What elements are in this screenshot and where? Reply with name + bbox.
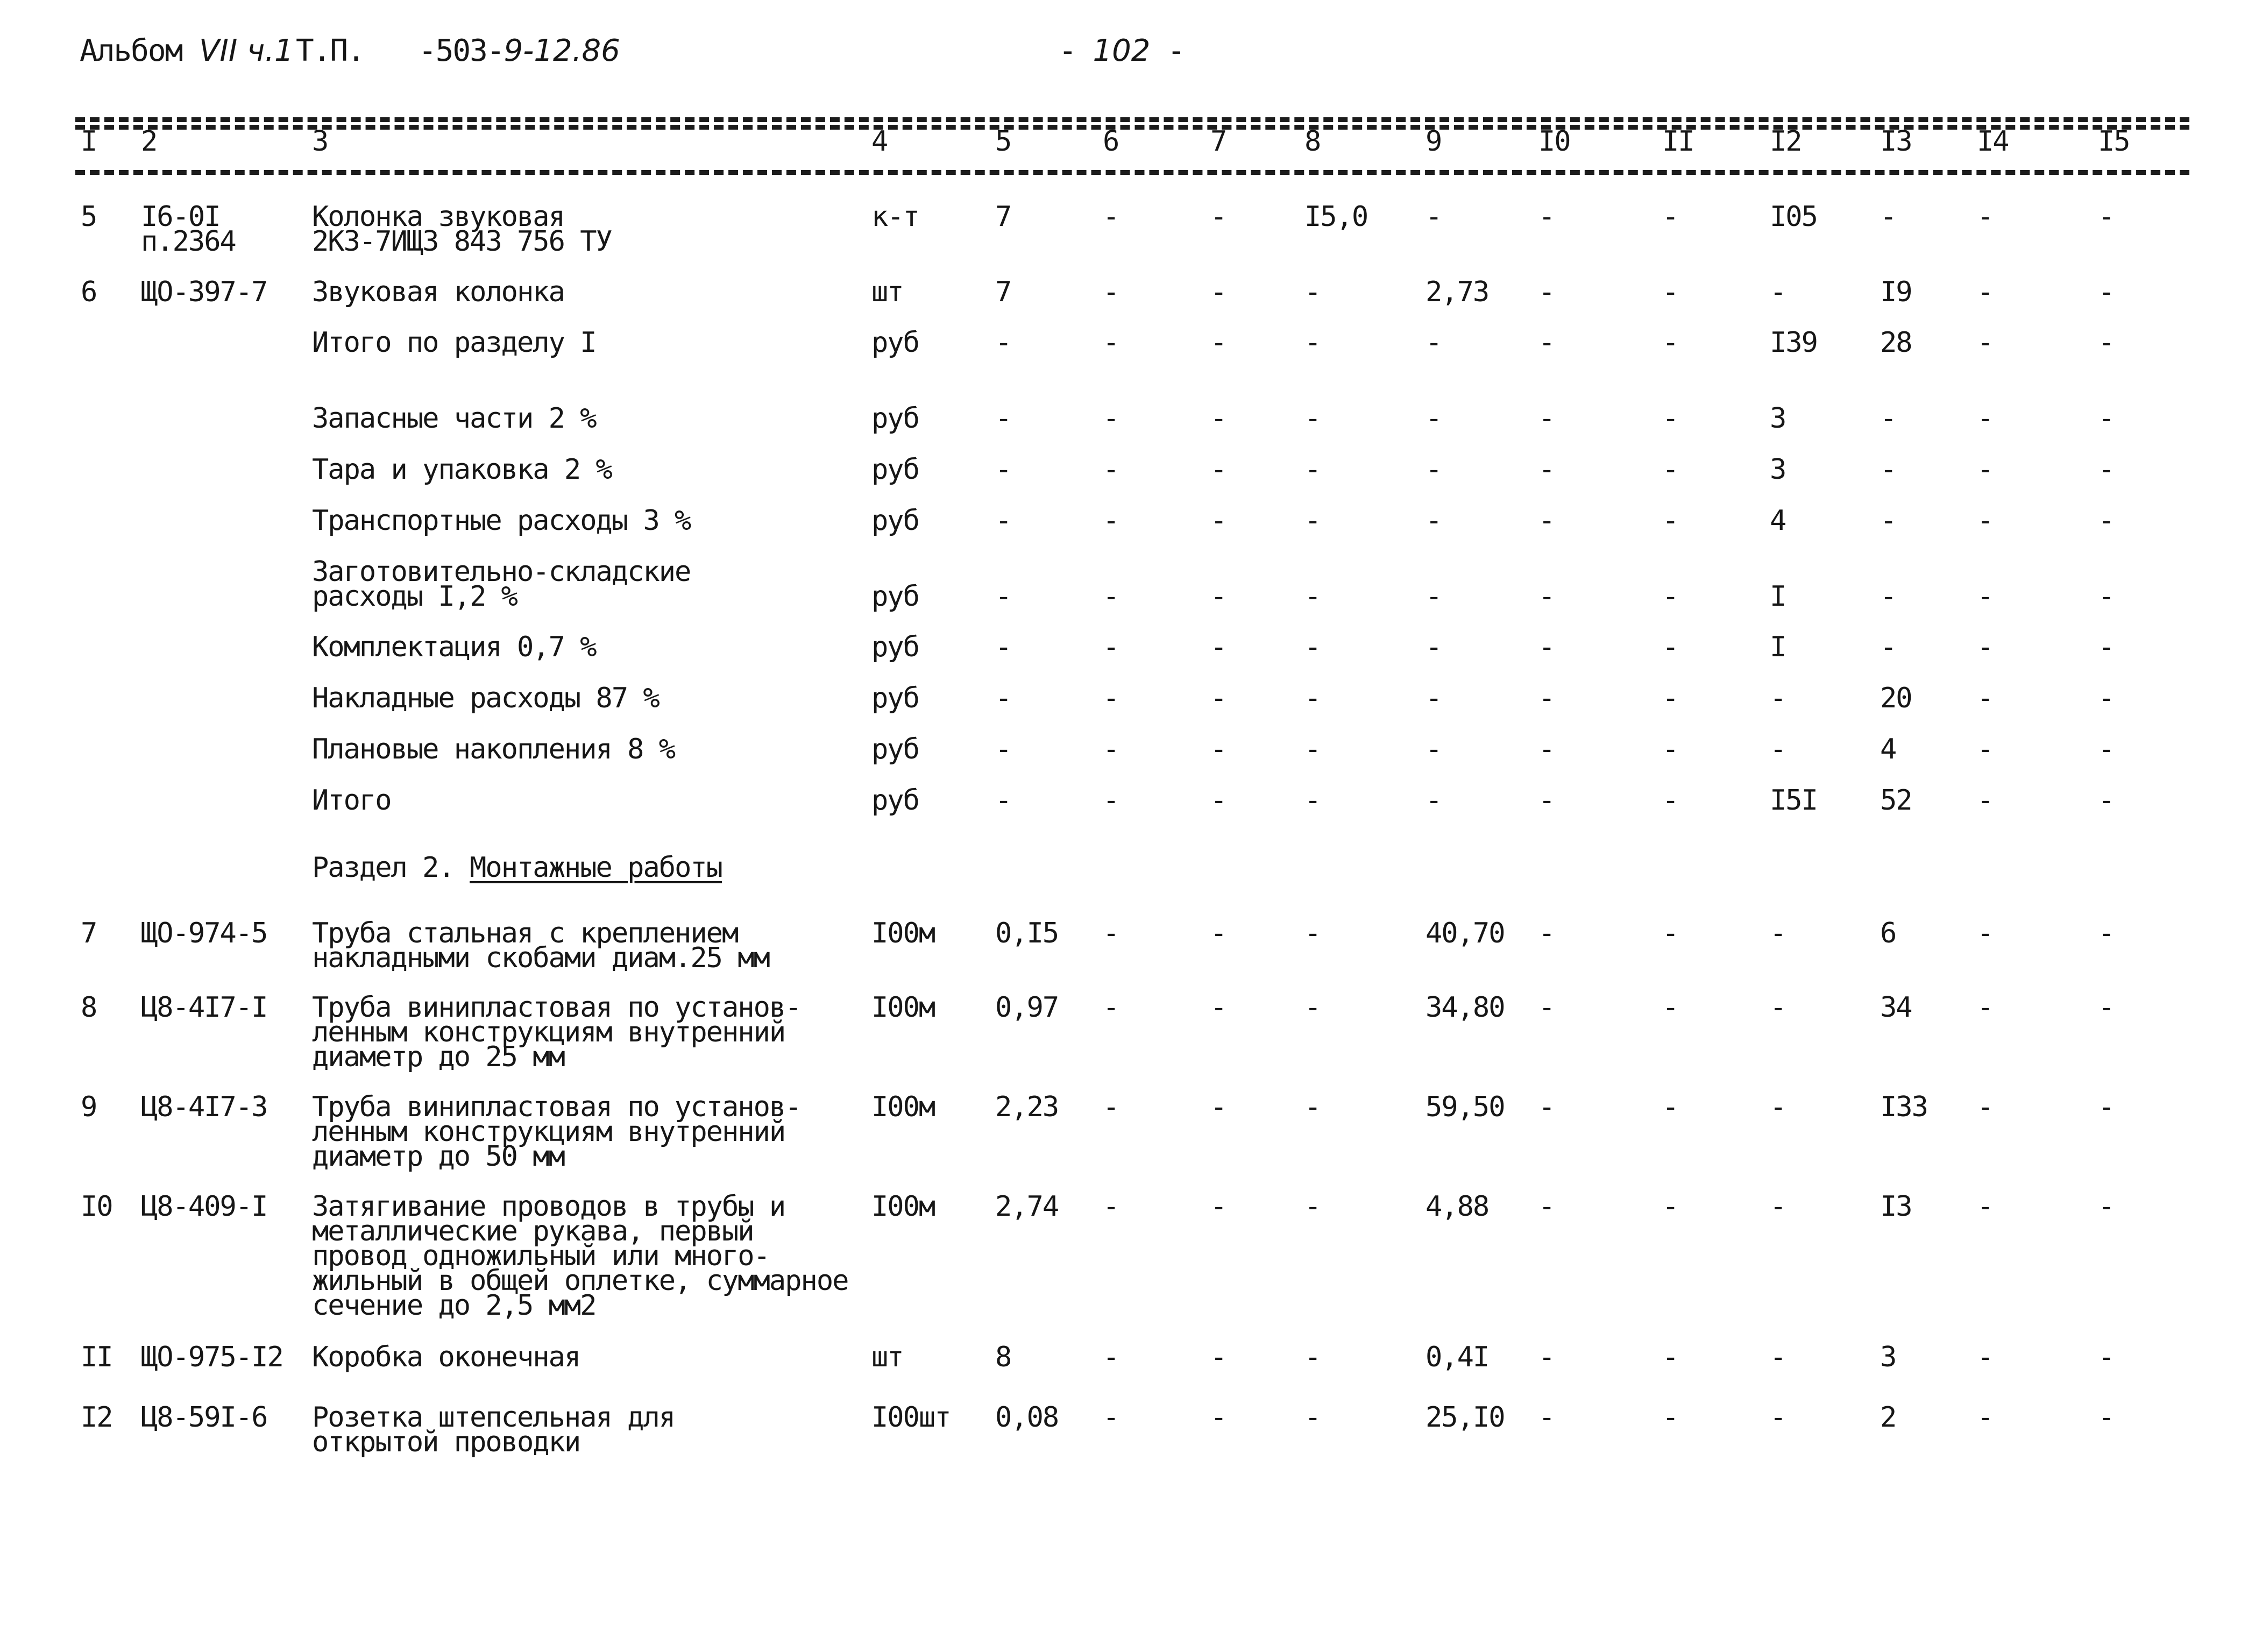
row-10-col-13: 4 bbox=[1880, 733, 1896, 765]
row-10-col-9: - bbox=[1426, 733, 1442, 765]
row-13-col-1: 8 bbox=[81, 991, 97, 1024]
row-4-col-13: - bbox=[1880, 402, 1896, 435]
row-10-col-4: руб bbox=[871, 733, 919, 765]
album-label bbox=[80, 33, 294, 68]
row-12-col-9: 40,70 bbox=[1426, 917, 1505, 949]
row-6-col-14: - bbox=[1977, 505, 1993, 537]
row-14-col-3: Труба винипластовая по установ- ленным конструкциям внутренний диаметр до 50 мм bbox=[312, 1091, 801, 1173]
row-4-col-6: - bbox=[1103, 402, 1119, 435]
row-8-col-5: - bbox=[995, 631, 1011, 663]
row-10-col-15: - bbox=[2098, 733, 2114, 765]
row-14-col-10: - bbox=[1538, 1091, 1555, 1123]
row-14-col-1: 9 bbox=[81, 1091, 97, 1123]
row-5-col-14: - bbox=[1977, 453, 1993, 486]
row-12-col-5: 0,I5 bbox=[995, 917, 1059, 949]
row-10-col-3: Плановые накопления 8 % bbox=[312, 733, 675, 765]
rule-top-2 bbox=[75, 125, 2189, 130]
row-9-col-13: 20 bbox=[1880, 682, 1912, 714]
row-14-col-12: - bbox=[1770, 1091, 1786, 1123]
row-4-col-14: - bbox=[1977, 402, 1993, 435]
row-1-col-10: - bbox=[1538, 201, 1555, 233]
row-4-col-4: руб bbox=[871, 402, 919, 435]
row-8-col-12: I bbox=[1770, 631, 1786, 663]
row-11-col-10: - bbox=[1538, 784, 1555, 817]
row-8-col-11: - bbox=[1662, 631, 1678, 663]
row-2-col-2: ЩО-397-7 bbox=[141, 276, 267, 308]
row-12-col-13: 6 bbox=[1880, 917, 1896, 949]
row-5-col-8: - bbox=[1304, 453, 1321, 486]
row-7-col-10: - bbox=[1538, 580, 1555, 613]
row-3-col-8: - bbox=[1304, 327, 1321, 359]
row-3-col-15: - bbox=[2098, 327, 2114, 359]
row-16-col-5: 8 bbox=[995, 1341, 1011, 1373]
row-9-col-11: - bbox=[1662, 682, 1678, 714]
row-17-col-15: - bbox=[2098, 1401, 2114, 1434]
row-13-col-13: 34 bbox=[1880, 991, 1912, 1024]
row-17-col-4: I00шт bbox=[871, 1401, 951, 1434]
row-1-col-15: - bbox=[2098, 201, 2114, 233]
page-dash-right: - bbox=[1150, 33, 1185, 68]
row-3-col-10: - bbox=[1538, 327, 1555, 359]
row-6-col-3: Транспортные расходы 3 % bbox=[312, 505, 691, 537]
row-4-col-15: - bbox=[2098, 402, 2114, 435]
row-1-col-9: - bbox=[1426, 201, 1442, 233]
row-4-col-5: - bbox=[995, 402, 1011, 435]
row-1-col-1: 5 bbox=[81, 201, 97, 233]
section-2-prefix: Раздел 2. bbox=[312, 852, 454, 884]
row-8-col-15: - bbox=[2098, 631, 2114, 663]
row-2-col-15: - bbox=[2098, 276, 2114, 308]
row-4-col-10: - bbox=[1538, 402, 1555, 435]
row-12-col-4: I00м bbox=[871, 917, 935, 949]
row-10-col-8: - bbox=[1304, 733, 1321, 765]
row-16-col-14: - bbox=[1977, 1341, 1993, 1373]
row-6-col-10: - bbox=[1538, 505, 1555, 537]
page-number-value: 102 bbox=[1093, 33, 1151, 68]
row-4-col-9: - bbox=[1426, 402, 1442, 435]
page-dash-left: - bbox=[1059, 33, 1093, 68]
row-8-col-6: - bbox=[1103, 631, 1119, 663]
row-11-col-7: - bbox=[1210, 784, 1226, 817]
row-3-col-7: - bbox=[1210, 327, 1226, 359]
row-3-col-5: - bbox=[995, 327, 1011, 359]
tp-number bbox=[419, 33, 620, 68]
row-16-col-13: 3 bbox=[1880, 1341, 1896, 1373]
row-14-col-8: - bbox=[1304, 1091, 1321, 1123]
row-13-col-4: I00м bbox=[871, 991, 935, 1024]
row-17-col-2: Ц8-59I-6 bbox=[141, 1401, 267, 1434]
row-2-col-8: - bbox=[1304, 276, 1321, 308]
row-14-col-6: - bbox=[1103, 1091, 1119, 1123]
row-5-col-5: - bbox=[995, 453, 1011, 486]
row-6-col-5: - bbox=[995, 505, 1011, 537]
row-12-col-14: - bbox=[1977, 917, 1993, 949]
row-12-col-2: ЩО-974-5 bbox=[141, 917, 267, 949]
row-9-col-8: - bbox=[1304, 682, 1321, 714]
row-13-col-11: - bbox=[1662, 991, 1678, 1024]
row-15-col-3: Затягивание проводов в трубы и металлические рукава, первый провод одножильный или много- жильный в общей оплетке, суммарное сечение до 2,5 мм2 bbox=[312, 1190, 848, 1322]
row-15-col-6: - bbox=[1103, 1190, 1119, 1223]
row-12-col-10: - bbox=[1538, 917, 1555, 949]
row-1-col-6: - bbox=[1103, 201, 1119, 233]
row-2-col-11: - bbox=[1662, 276, 1678, 308]
row-13-col-2: Ц8-4I7-I bbox=[141, 991, 267, 1024]
row-17-col-7: - bbox=[1210, 1401, 1226, 1434]
column-header-6: 6 bbox=[1103, 125, 1119, 158]
row-16-col-2: ЩО-975-I2 bbox=[141, 1341, 283, 1373]
row-11-col-14: - bbox=[1977, 784, 1993, 817]
row-16-col-11: - bbox=[1662, 1341, 1678, 1373]
row-11-col-3: Итого bbox=[312, 784, 391, 817]
row-8-col-9: - bbox=[1426, 631, 1442, 663]
row-16-col-4: шт bbox=[871, 1341, 903, 1373]
row-7-col-6: - bbox=[1103, 580, 1119, 613]
row-2-col-10: - bbox=[1538, 276, 1555, 308]
row-2-col-12: - bbox=[1770, 276, 1786, 308]
row-15-col-13: I3 bbox=[1880, 1190, 1912, 1223]
row-8-col-7: - bbox=[1210, 631, 1226, 663]
row-11-col-15: - bbox=[2098, 784, 2114, 817]
row-17-col-11: - bbox=[1662, 1401, 1678, 1434]
row-13-col-14: - bbox=[1977, 991, 1993, 1024]
row-7-col-5: - bbox=[995, 580, 1011, 613]
column-header-9: 9 bbox=[1426, 125, 1442, 158]
row-7-col-9: - bbox=[1426, 580, 1442, 613]
row-10-col-7: - bbox=[1210, 733, 1226, 765]
row-6-col-11: - bbox=[1662, 505, 1678, 537]
row-8-col-13: - bbox=[1880, 631, 1896, 663]
row-5-col-13: - bbox=[1880, 453, 1896, 486]
row-17-col-5: 0,08 bbox=[995, 1401, 1059, 1434]
row-16-col-15: - bbox=[2098, 1341, 2114, 1373]
row-12-col-7: - bbox=[1210, 917, 1226, 949]
row-2-col-3: Звуковая колонка bbox=[312, 276, 564, 308]
row-7-col-12: I bbox=[1770, 580, 1786, 613]
row-9-col-3: Накладные расходы 87 % bbox=[312, 682, 659, 714]
album-word: Альбом bbox=[80, 33, 182, 68]
row-9-col-7: - bbox=[1210, 682, 1226, 714]
row-9-col-9: - bbox=[1426, 682, 1442, 714]
row-15-col-12: - bbox=[1770, 1190, 1786, 1223]
column-header-1: I bbox=[81, 125, 97, 158]
row-6-col-12: 4 bbox=[1770, 505, 1786, 537]
row-2-col-14: - bbox=[1977, 276, 1993, 308]
row-17-col-13: 2 bbox=[1880, 1401, 1896, 1434]
row-17-col-6: - bbox=[1103, 1401, 1119, 1434]
row-13-col-10: - bbox=[1538, 991, 1555, 1024]
row-5-col-10: - bbox=[1538, 453, 1555, 486]
row-5-col-15: - bbox=[2098, 453, 2114, 486]
row-7-col-7: - bbox=[1210, 580, 1226, 613]
row-15-col-9: 4,88 bbox=[1426, 1190, 1489, 1223]
row-14-col-14: - bbox=[1977, 1091, 1993, 1123]
row-9-col-5: - bbox=[995, 682, 1011, 714]
row-13-col-9: 34,80 bbox=[1426, 991, 1505, 1024]
row-3-col-3: Итого по разделу I bbox=[312, 327, 596, 359]
row-1-col-7: - bbox=[1210, 201, 1226, 233]
album-number: VII ч.1 bbox=[199, 33, 294, 68]
row-12-col-6: - bbox=[1103, 917, 1119, 949]
row-9-col-14: - bbox=[1977, 682, 1993, 714]
column-header-3: 3 bbox=[312, 125, 328, 158]
row-3-col-13: 28 bbox=[1880, 327, 1912, 359]
row-2-col-1: 6 bbox=[81, 276, 97, 308]
row-15-col-2: Ц8-409-I bbox=[141, 1190, 267, 1223]
row-3-col-4: руб bbox=[871, 327, 919, 359]
row-13-col-8: - bbox=[1304, 991, 1321, 1024]
row-3-col-9: - bbox=[1426, 327, 1442, 359]
row-1-col-11: - bbox=[1662, 201, 1678, 233]
row-15-col-14: - bbox=[1977, 1190, 1993, 1223]
row-9-col-6: - bbox=[1103, 682, 1119, 714]
row-14-col-13: I33 bbox=[1880, 1091, 1927, 1123]
row-13-col-6: - bbox=[1103, 991, 1119, 1024]
row-7-col-11: - bbox=[1662, 580, 1678, 613]
row-11-col-6: - bbox=[1103, 784, 1119, 817]
row-7-col-14: - bbox=[1977, 580, 1993, 613]
row-1-col-3: Колонка звуковая 2КЗ-7ИЩЗ 843 756 ТУ bbox=[312, 201, 612, 258]
row-10-col-12: - bbox=[1770, 733, 1786, 765]
row-9-col-15: - bbox=[2098, 682, 2114, 714]
row-5-col-7: - bbox=[1210, 453, 1226, 486]
row-11-col-12: I5I bbox=[1770, 784, 1817, 817]
row-11-col-13: 52 bbox=[1880, 784, 1912, 817]
row-12-col-3: Труба стальная с креплением накладными скобами диам.25 мм bbox=[312, 917, 769, 974]
row-17-col-12: - bbox=[1770, 1401, 1786, 1434]
row-2-col-13: I9 bbox=[1880, 276, 1912, 308]
row-11-col-9: - bbox=[1426, 784, 1442, 817]
row-13-col-15: - bbox=[2098, 991, 2114, 1024]
row-12-col-12: - bbox=[1770, 917, 1786, 949]
row-2-col-9: 2,73 bbox=[1426, 276, 1489, 308]
row-7-col-3: Заготовительно-складские расходы I,2 % bbox=[312, 556, 691, 613]
row-2-col-4: шт bbox=[871, 276, 903, 308]
row-16-col-9: 0,4I bbox=[1426, 1341, 1489, 1373]
section-2-heading bbox=[312, 852, 722, 884]
row-11-col-4: руб bbox=[871, 784, 919, 817]
row-4-col-3: Запасные части 2 % bbox=[312, 402, 596, 435]
row-16-col-7: - bbox=[1210, 1341, 1226, 1373]
row-14-col-4: I00м bbox=[871, 1091, 935, 1123]
row-5-col-6: - bbox=[1103, 453, 1119, 486]
row-7-col-8: - bbox=[1304, 580, 1321, 613]
row-8-col-8: - bbox=[1304, 631, 1321, 663]
row-6-col-8: - bbox=[1304, 505, 1321, 537]
row-15-col-5: 2,74 bbox=[995, 1190, 1059, 1223]
row-3-col-6: - bbox=[1103, 327, 1119, 359]
row-6-col-13: - bbox=[1880, 505, 1896, 537]
row-17-col-14: - bbox=[1977, 1401, 1993, 1434]
row-16-col-3: Коробка оконечная bbox=[312, 1341, 580, 1373]
row-14-col-9: 59,50 bbox=[1426, 1091, 1505, 1123]
row-8-col-14: - bbox=[1977, 631, 1993, 663]
row-1-col-5: 7 bbox=[995, 201, 1011, 233]
column-header-11: II bbox=[1662, 125, 1694, 158]
row-3-col-11: - bbox=[1662, 327, 1678, 359]
column-header-2: 2 bbox=[141, 125, 157, 158]
row-1-col-12: I05 bbox=[1770, 201, 1817, 233]
row-1-col-4: к-т bbox=[871, 201, 919, 233]
row-15-col-10: - bbox=[1538, 1190, 1555, 1223]
row-17-col-8: - bbox=[1304, 1401, 1321, 1434]
tp-number-handwritten: 9-12.86 bbox=[504, 33, 620, 68]
row-6-col-9: - bbox=[1426, 505, 1442, 537]
row-5-col-4: руб bbox=[871, 453, 919, 486]
row-9-col-12: - bbox=[1770, 682, 1786, 714]
column-header-13: I3 bbox=[1880, 125, 1912, 158]
row-16-col-1: II bbox=[81, 1341, 112, 1373]
row-12-col-8: - bbox=[1304, 917, 1321, 949]
row-3-col-14: - bbox=[1977, 327, 1993, 359]
row-13-col-5: 0,97 bbox=[995, 991, 1059, 1024]
row-2-col-6: - bbox=[1103, 276, 1119, 308]
row-16-col-10: - bbox=[1538, 1341, 1555, 1373]
row-1-col-2: I6-0I п.2364 bbox=[141, 201, 236, 258]
column-header-4: 4 bbox=[871, 125, 888, 158]
column-header-7: 7 bbox=[1210, 125, 1226, 158]
row-7-col-15: - bbox=[2098, 580, 2114, 613]
row-14-col-11: - bbox=[1662, 1091, 1678, 1123]
row-16-col-12: - bbox=[1770, 1341, 1786, 1373]
row-12-col-11: - bbox=[1662, 917, 1678, 949]
section-2-title: Монтажные работы bbox=[470, 852, 722, 884]
column-header-12: I2 bbox=[1770, 125, 1802, 158]
column-header-15: I5 bbox=[2098, 125, 2130, 158]
row-10-col-11: - bbox=[1662, 733, 1678, 765]
row-10-col-5: - bbox=[995, 733, 1011, 765]
row-5-col-11: - bbox=[1662, 453, 1678, 486]
row-14-col-7: - bbox=[1210, 1091, 1226, 1123]
row-1-col-13: - bbox=[1880, 201, 1896, 233]
row-17-col-10: - bbox=[1538, 1401, 1555, 1434]
row-16-col-6: - bbox=[1103, 1341, 1119, 1373]
rule-top-1 bbox=[75, 117, 2189, 122]
row-14-col-5: 2,23 bbox=[995, 1091, 1059, 1123]
row-8-col-10: - bbox=[1538, 631, 1555, 663]
row-13-col-12: - bbox=[1770, 991, 1786, 1024]
column-header-10: I0 bbox=[1538, 125, 1570, 158]
row-4-col-12: 3 bbox=[1770, 402, 1786, 435]
row-5-col-3: Тара и упаковка 2 % bbox=[312, 453, 612, 486]
row-6-col-7: - bbox=[1210, 505, 1226, 537]
row-10-col-6: - bbox=[1103, 733, 1119, 765]
page-number bbox=[1059, 33, 1185, 68]
row-1-col-14: - bbox=[1977, 201, 1993, 233]
row-9-col-4: руб bbox=[871, 682, 919, 714]
row-6-col-4: руб bbox=[871, 505, 919, 537]
row-9-col-10: - bbox=[1538, 682, 1555, 714]
column-header-8: 8 bbox=[1304, 125, 1321, 158]
row-14-col-15: - bbox=[2098, 1091, 2114, 1123]
row-1-col-8: I5,0 bbox=[1304, 201, 1368, 233]
row-11-col-11: - bbox=[1662, 784, 1678, 817]
row-5-col-9: - bbox=[1426, 453, 1442, 486]
row-15-col-4: I00м bbox=[871, 1190, 935, 1223]
row-15-col-7: - bbox=[1210, 1190, 1226, 1223]
column-header-14: I4 bbox=[1977, 125, 2009, 158]
row-11-col-5: - bbox=[995, 784, 1011, 817]
rule-header-bottom bbox=[75, 170, 2189, 175]
row-15-col-15: - bbox=[2098, 1190, 2114, 1223]
row-6-col-6: - bbox=[1103, 505, 1119, 537]
row-11-col-8: - bbox=[1304, 784, 1321, 817]
row-13-col-3: Труба винипластовая по установ- ленным конструкциям внутренний диаметр до 25 мм bbox=[312, 991, 801, 1073]
row-4-col-11: - bbox=[1662, 402, 1678, 435]
row-17-col-3: Розетка штепсельная для открытой проводки bbox=[312, 1401, 675, 1458]
row-5-col-12: 3 bbox=[1770, 453, 1786, 486]
row-16-col-8: - bbox=[1304, 1341, 1321, 1373]
row-8-col-4: руб bbox=[871, 631, 919, 663]
row-4-col-7: - bbox=[1210, 402, 1226, 435]
row-15-col-8: - bbox=[1304, 1190, 1321, 1223]
tp-label: Т.П. bbox=[296, 33, 364, 68]
row-15-col-11: - bbox=[1662, 1190, 1678, 1223]
row-15-col-1: I0 bbox=[81, 1190, 112, 1223]
row-6-col-15: - bbox=[2098, 505, 2114, 537]
row-14-col-2: Ц8-4I7-3 bbox=[141, 1091, 267, 1123]
row-4-col-8: - bbox=[1304, 402, 1321, 435]
row-2-col-7: - bbox=[1210, 276, 1226, 308]
row-7-col-13: - bbox=[1880, 580, 1896, 613]
tp-number-typed: -503- bbox=[419, 33, 504, 68]
row-12-col-1: 7 bbox=[81, 917, 97, 949]
row-13-col-7: - bbox=[1210, 991, 1226, 1024]
row-7-col-4: руб bbox=[871, 580, 919, 613]
column-header-5: 5 bbox=[995, 125, 1011, 158]
row-3-col-12: I39 bbox=[1770, 327, 1817, 359]
row-2-col-5: 7 bbox=[995, 276, 1011, 308]
row-10-col-14: - bbox=[1977, 733, 1993, 765]
row-12-col-15: - bbox=[2098, 917, 2114, 949]
row-17-col-9: 25,I0 bbox=[1426, 1401, 1505, 1434]
row-17-col-1: I2 bbox=[81, 1401, 112, 1434]
row-8-col-3: Комплектация 0,7 % bbox=[312, 631, 596, 663]
row-10-col-10: - bbox=[1538, 733, 1555, 765]
